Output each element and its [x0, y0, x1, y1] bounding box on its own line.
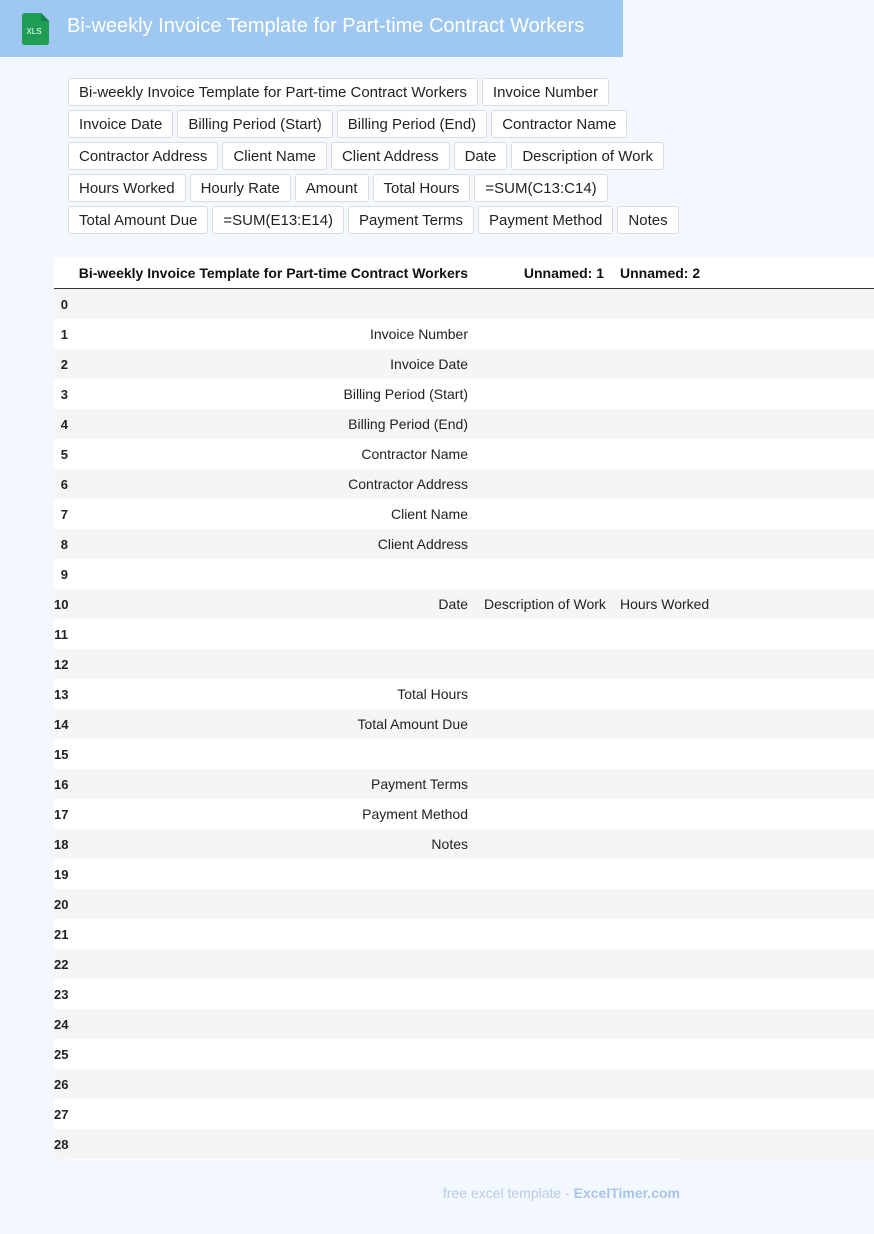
table-cell: [612, 739, 874, 769]
table-row: [54, 919, 874, 949]
row-index: 0: [54, 289, 68, 320]
column-tag[interactable]: Hours Worked: [68, 174, 186, 202]
table-cell: [476, 529, 612, 559]
column-tag[interactable]: Client Address: [331, 142, 450, 170]
table-cell: [476, 1009, 612, 1039]
column-tag[interactable]: Contractor Name: [491, 110, 627, 138]
column-tag[interactable]: Client Name: [222, 142, 327, 170]
table-cell: [476, 709, 612, 739]
table-cell: [68, 1129, 476, 1159]
table-row: [54, 559, 874, 589]
table-cell: [68, 1069, 476, 1099]
row-index: 14: [54, 709, 68, 739]
table-cell: [68, 289, 476, 320]
table-row: [54, 649, 874, 679]
row-index: 13: [54, 679, 68, 709]
table-cell: [476, 919, 612, 949]
row-index: 20: [54, 889, 68, 919]
table-row: [54, 979, 874, 1009]
table-cell: [476, 619, 612, 649]
table-cell: [612, 1069, 874, 1099]
table-row: [54, 499, 874, 529]
column-tag[interactable]: Description of Work: [511, 142, 664, 170]
row-index: 8: [54, 529, 68, 559]
column-header: Bi-weekly Invoice Template for Part-time Contract Workers: [68, 258, 476, 289]
row-index: 5: [54, 439, 68, 469]
row-index: 6: [54, 469, 68, 499]
table-cell: [476, 679, 612, 709]
table-cell: [612, 769, 874, 799]
table-cell: [68, 619, 476, 649]
table-cell: [68, 1039, 476, 1069]
column-tag[interactable]: Date: [454, 142, 508, 170]
table-cell: [476, 379, 612, 409]
table-row: [54, 619, 874, 649]
table-cell: [476, 1099, 612, 1129]
row-index: 28: [54, 1129, 68, 1159]
table-row: [54, 469, 874, 499]
sheet-preview: [54, 258, 710, 1160]
column-tag[interactable]: Hourly Rate: [190, 174, 291, 202]
table-cell: [476, 829, 612, 859]
table-cell: Description of Work: [476, 589, 612, 619]
row-index: 25: [54, 1039, 68, 1069]
table-cell: [476, 349, 612, 379]
table-row: [54, 889, 874, 919]
column-tag[interactable]: Notes: [617, 206, 678, 234]
page-title: Bi-weekly Invoice Template for Part-time Contract Workers: [67, 15, 585, 37]
column-tag[interactable]: =SUM(E13:E14): [212, 206, 344, 234]
table-cell: [612, 499, 874, 529]
table-cell: [68, 739, 476, 769]
table-row: [54, 739, 874, 769]
table-cell: [612, 679, 874, 709]
table-cell: Contractor Name: [68, 439, 476, 469]
table-row: [54, 1009, 874, 1039]
row-index: 4: [54, 409, 68, 439]
table-cell: Invoice Number: [68, 319, 476, 349]
column-tag[interactable]: Total Amount Due: [68, 206, 208, 234]
table-cell: Notes: [68, 829, 476, 859]
column-tags: [68, 78, 688, 238]
table-cell: Payment Terms: [68, 769, 476, 799]
svg-text:XLS: XLS: [26, 27, 42, 36]
table-cell: Client Address: [68, 529, 476, 559]
table-cell: [476, 769, 612, 799]
table-cell: [476, 1129, 612, 1159]
table-cell: [612, 649, 874, 679]
table-cell: [612, 1129, 874, 1159]
index-header: [54, 258, 68, 289]
table-cell: [68, 1099, 476, 1129]
row-index: 1: [54, 319, 68, 349]
table-cell: [476, 979, 612, 1009]
table-cell: [476, 319, 612, 349]
table-row: [54, 799, 874, 829]
table-cell: Contractor Address: [68, 469, 476, 499]
row-index: 17: [54, 799, 68, 829]
row-index: 22: [54, 949, 68, 979]
row-index: 27: [54, 1099, 68, 1129]
table-cell: [612, 409, 874, 439]
table-cell: [476, 289, 612, 320]
row-index: 7: [54, 499, 68, 529]
table-cell: [476, 799, 612, 829]
table-cell: Total Amount Due: [68, 709, 476, 739]
table-cell: [612, 979, 874, 1009]
row-index: 21: [54, 919, 68, 949]
row-index: 18: [54, 829, 68, 859]
table-row: [54, 1069, 874, 1099]
table-row: [54, 319, 874, 349]
table-cell: [476, 499, 612, 529]
row-index: 15: [54, 739, 68, 769]
table-row: [54, 409, 874, 439]
table-cell: [612, 949, 874, 979]
footer-credit: [443, 1185, 680, 1201]
table-row: [54, 349, 874, 379]
table-row: [54, 1099, 874, 1129]
table-cell: [476, 559, 612, 589]
column-tag[interactable]: Contractor Address: [68, 142, 218, 170]
column-tag[interactable]: Invoice Number: [482, 78, 609, 106]
table-cell: [476, 859, 612, 889]
row-index: 16: [54, 769, 68, 799]
sheet-table: [54, 258, 874, 1159]
row-index: 10: [54, 589, 68, 619]
table-row: [54, 289, 874, 320]
table-cell: Hours Worked: [612, 589, 874, 619]
column-tag[interactable]: Billing Period (End): [337, 110, 487, 138]
table-header-row: [54, 258, 874, 289]
table-cell: [68, 859, 476, 889]
table-cell: [476, 1069, 612, 1099]
row-index: 3: [54, 379, 68, 409]
table-cell: [612, 889, 874, 919]
table-row: [54, 1129, 874, 1159]
row-index: 24: [54, 1009, 68, 1039]
xls-file-icon: [21, 13, 51, 45]
table-cell: Billing Period (End): [68, 409, 476, 439]
table-row: [54, 439, 874, 469]
table-cell: Total Hours: [68, 679, 476, 709]
table-cell: [612, 919, 874, 949]
table-cell: [68, 949, 476, 979]
column-tag[interactable]: Invoice Date: [68, 110, 173, 138]
table-row: [54, 949, 874, 979]
column-tag[interactable]: Amount: [295, 174, 369, 202]
table-cell: [68, 649, 476, 679]
table-row: [54, 379, 874, 409]
table-cell: [476, 889, 612, 919]
table-row: [54, 859, 874, 889]
table-cell: [68, 559, 476, 589]
footer-brand-link[interactable]: ExcelTimer.com: [573, 1185, 680, 1201]
table-row: [54, 529, 874, 559]
table-cell: [612, 619, 874, 649]
column-tag[interactable]: Payment Method: [478, 206, 613, 234]
column-header: Unnamed: 1: [476, 258, 612, 289]
table-cell: [476, 1039, 612, 1069]
table-row: [54, 1039, 874, 1069]
table-cell: [612, 1009, 874, 1039]
column-header: Unnamed: 2: [612, 258, 874, 289]
table-cell: [612, 859, 874, 889]
column-tag[interactable]: Total Hours: [373, 174, 471, 202]
table-cell: Billing Period (Start): [68, 379, 476, 409]
table-cell: [612, 1099, 874, 1129]
column-tag[interactable]: Payment Terms: [348, 206, 474, 234]
table-row: [54, 769, 874, 799]
table-cell: [68, 1009, 476, 1039]
table-row: [54, 709, 874, 739]
table-cell: [476, 739, 612, 769]
row-index: 19: [54, 859, 68, 889]
table-cell: [612, 439, 874, 469]
table-row: [54, 589, 874, 619]
table-cell: [476, 439, 612, 469]
table-cell: Client Name: [68, 499, 476, 529]
table-cell: [476, 409, 612, 439]
column-tag[interactable]: Bi-weekly Invoice Template for Part-time Contract Workers: [68, 78, 478, 106]
table-cell: [612, 319, 874, 349]
table-cell: [476, 949, 612, 979]
table-cell: [612, 529, 874, 559]
table-row: [54, 829, 874, 859]
table-cell: [68, 919, 476, 949]
table-cell: [476, 469, 612, 499]
footer-prefix: free excel template -: [442, 1185, 574, 1201]
table-cell: [612, 709, 874, 739]
row-index: 11: [54, 619, 68, 649]
column-tag[interactable]: Billing Period (Start): [177, 110, 332, 138]
page-header: [0, 0, 623, 57]
table-cell: [612, 379, 874, 409]
table-cell: [612, 349, 874, 379]
table-cell: [68, 889, 476, 919]
row-index: 23: [54, 979, 68, 1009]
table-cell: [612, 289, 874, 320]
table-cell: [476, 649, 612, 679]
row-index: 9: [54, 559, 68, 589]
row-index: 2: [54, 349, 68, 379]
row-index: 26: [54, 1069, 68, 1099]
table-cell: [612, 829, 874, 859]
table-cell: [612, 1039, 874, 1069]
table-cell: Date: [68, 589, 476, 619]
column-tag[interactable]: =SUM(C13:C14): [474, 174, 607, 202]
table-row: [54, 679, 874, 709]
table-cell: [68, 979, 476, 1009]
table-cell: Invoice Date: [68, 349, 476, 379]
table-cell: [612, 799, 874, 829]
table-cell: [612, 469, 874, 499]
row-index: 12: [54, 649, 68, 679]
table-cell: [612, 559, 874, 589]
table-cell: Payment Method: [68, 799, 476, 829]
